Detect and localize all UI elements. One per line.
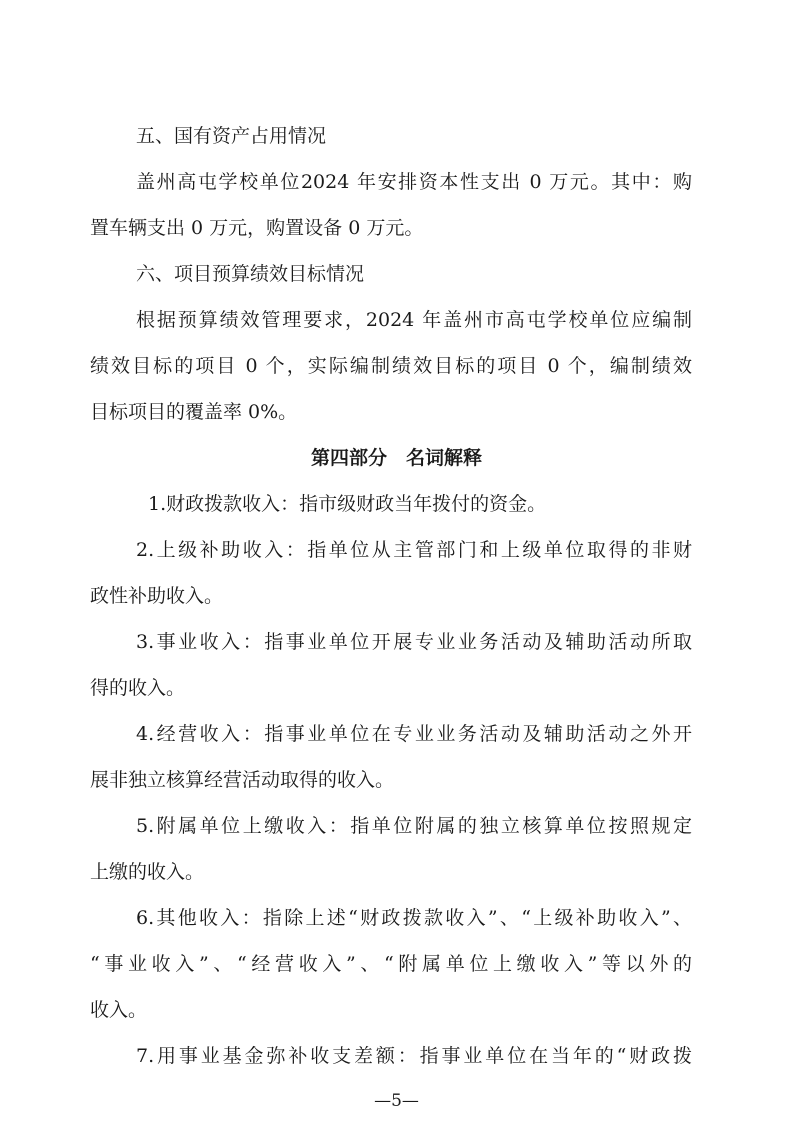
definition-4-line1: 4.经营收入：指事业单位在专业业务活动及辅助活动之外开 (136, 723, 692, 745)
definition-1-line1: 1.财政拨款收入：指市级财政当年拨付的资金。 (148, 493, 547, 515)
definition-3-line1: 3.事业收入：指事业单位开展专业业务活动及辅助活动所取 (136, 631, 692, 653)
definition-2-line1: 2.上级补助收入：指单位从主管部门和上级单位取得的非财 (136, 539, 692, 561)
definition-5-line1: 5.附属单位上缴收入：指单位附属的独立核算单位按照规定 (136, 815, 692, 837)
definition-6-line3: 收入。 (90, 999, 148, 1021)
section5-line2: 置车辆支出 0 万元，购置设备 0 万元。 (90, 217, 424, 239)
page-number: —5— (374, 1091, 419, 1111)
definition-5-line2: 上缴的收入。 (90, 861, 205, 883)
section5-line1: 盖州高屯学校单位2024 年安排资本性支出 0 万元。其中：购 (136, 171, 692, 193)
definition-7-line1: 7.用事业基金弥补收支差额：指事业单位在当年的“财政拨 (136, 1045, 692, 1067)
section6-line2: 绩效目标的项目 0 个，实际编制绩效目标的项目 0 个，编制绩效 (90, 355, 692, 377)
definition-4-line2: 展非独立核算经营活动取得的收入。 (90, 769, 395, 791)
section6-line1: 根据预算绩效管理要求，2024 年盖州市高屯学校单位应编制 (136, 309, 692, 331)
section5-heading: 五、国有资产占用情况 (136, 125, 327, 147)
definition-3-line2: 得的收入。 (90, 677, 186, 699)
part4-title: 第四部分 名词解释 (310, 447, 482, 469)
definition-2-line2: 政性补助收入。 (90, 585, 224, 607)
definition-6-line1: 6.其他收入：指除上述“财政拨款收入”、“上级补助收入”、 (136, 907, 692, 929)
definition-6-line2: “事业收入”、“经营收入”、“附属单位上缴收入”等以外的 (90, 953, 692, 975)
section6-line3: 目标项目的覆盖率 0%。 (90, 401, 298, 423)
section6-heading: 六、项目预算绩效目标情况 (136, 263, 365, 285)
